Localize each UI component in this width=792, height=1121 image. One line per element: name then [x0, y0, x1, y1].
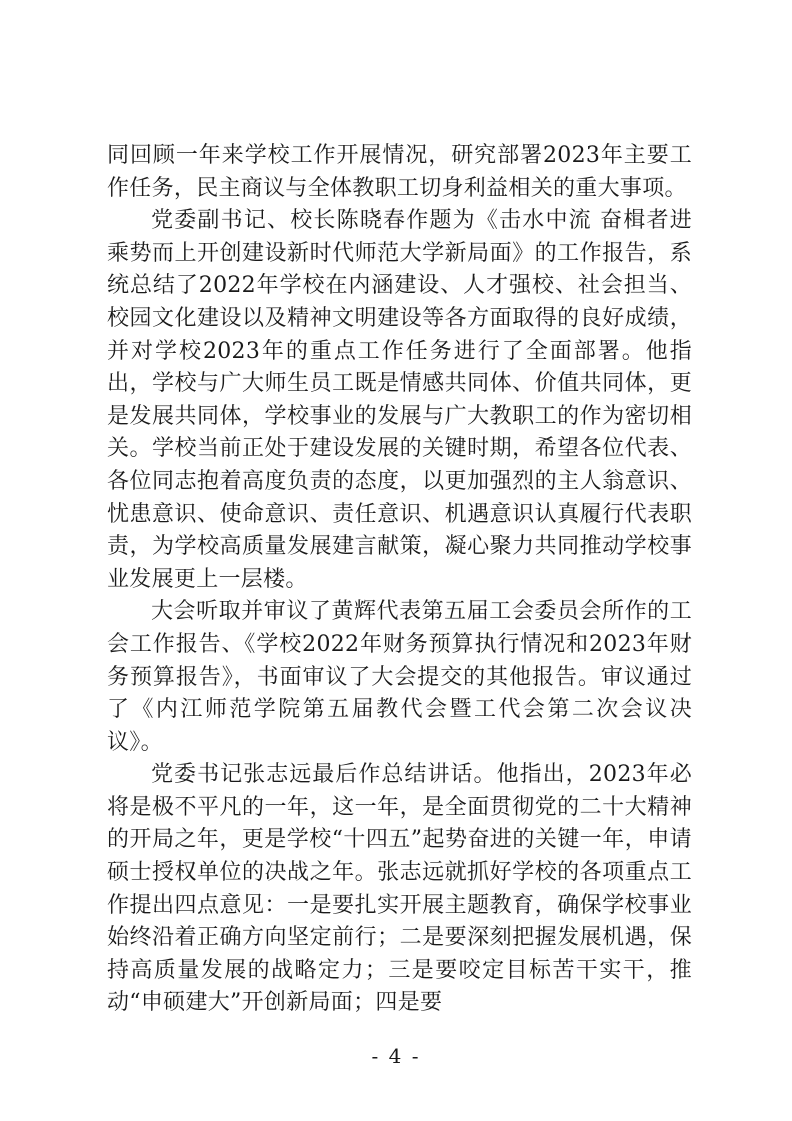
body-text [107, 140, 692, 1020]
paragraph-review: 大会听取并审议了黄辉代表第五届工会委员会所作的工会工作报告、《学校2022年财务预算执行情况和2023年财务预算报告》，书面审议了大会提交的其他报告。审议通过了《内江师范学院第五届教代会暨工代会第二次会议决议》。 [107, 599, 692, 755]
paragraph-work-report: 党委副书记、校长陈晓春作题为《击水中流 奋楫者进 乘势而上开创建设新时代师范大学新局面》的工作报告，系统总结了2022年学校在内涵建设、人才强校、社会担当、校园文化建设以及精神文明建设等各方面取得的良好成绩，并对学校2023年的重点工作任务进行了全面部署。他指出，学校与广大师生员工既是情感共同体、价值共同体，更是发展共同体，学校事业的发展与广大教职工的作为密切相关。学校当前正处于建设发展的关键时期，希望各位代表、各位同志抱着高度负责的态度，以更加强烈的主人翁意识、忧患意识、使命意识、责任意识、机遇意识认真履行代表职责，为学校高质量发展建言献策，凝心聚力共同推动学校事业发展更上一层楼。 [107, 208, 692, 592]
paragraph-continuation: 同回顾一年来学校工作开展情况，研究部署2023年主要工作任务，民主商议与全体教职工切身利益相关的重大事项。 [107, 143, 692, 201]
paragraph-summary-speech: 党委书记张志远最后作总结讲话。他指出，2023年必将是极不平凡的一年，这一年，是全面贯彻党的二十大精神的开局之年，更是学校“十四五”起势奋进的关键一年，申请硕士授权单位的决战之年。张志远就抓好学校的各项重点工作提出四点意见：一是要扎实开展主题教育，确保学校事业始终沿着正确方向坚定前行；二是要深刻把握发展机遇，保持高质量发展的战略定力；三是要咬定目标苦干实干，推动“申硕建大”开创新局面；四是要 [107, 762, 692, 1016]
page-number: - 4 - [371, 1044, 421, 1068]
